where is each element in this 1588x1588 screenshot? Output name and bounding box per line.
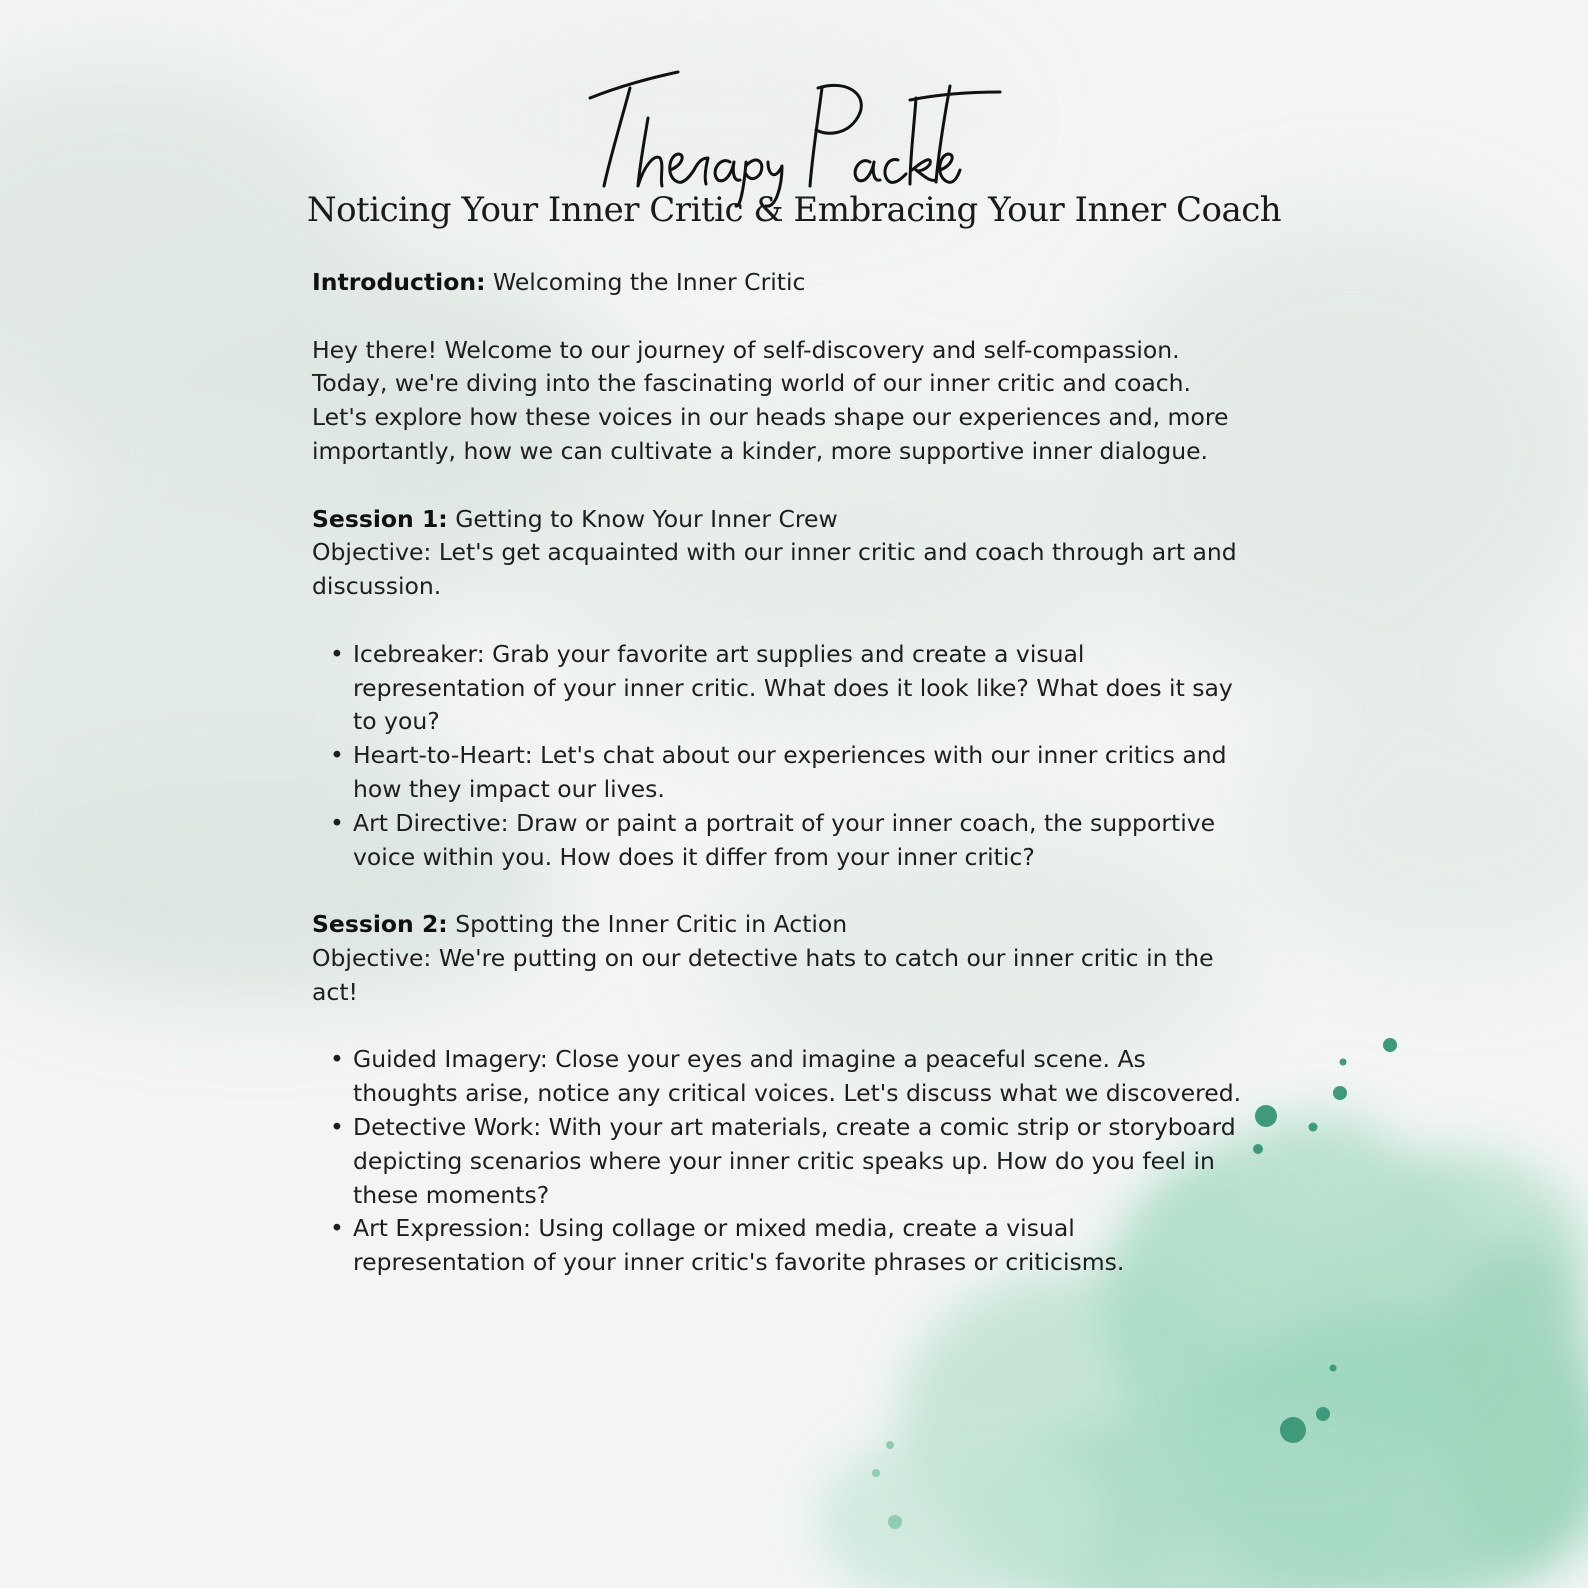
session-1-label: Session 1:: [312, 504, 448, 533]
bullet-dot-icon: •: [330, 639, 344, 668]
list-item: • Heart-to-Heart: Let's chat about our experiences with our inner critics and how they impact our lives.: [330, 741, 1227, 803]
bullet-dot-icon: •: [330, 741, 344, 770]
bullet-dot-icon: •: [330, 1214, 344, 1243]
list-item: • Guided Imagery: Close your eyes and imagine a peaceful scene. As thoughts arise, notice any critical voices. Let's discuss what we discovered.: [330, 1045, 1242, 1108]
list-item: • Art Directive: Draw or paint a portrait of your inner coach, the supportive voice within you. How does it differ from your inner critic?: [330, 808, 1216, 871]
introduction-title: Welcoming the Inner Critic: [492, 268, 806, 296]
list-item: • Art Expression: Using collage or mixed media, create a visual representation of your inner critic's favorite phrases or criticisms.: [330, 1214, 1125, 1277]
session-2-label: Session 2:: [312, 910, 448, 939]
session-1-objective: Objective: Let's get acquainted with our inner critic and coach through art and discussion.: [312, 538, 1237, 601]
session-2-objective: Objective: We're putting on our detective hats to catch our inner critic in the act!: [312, 943, 1214, 1006]
introduction-label: Introduction:: [312, 268, 486, 296]
bullet-dot-icon: •: [330, 1112, 344, 1141]
bullet-dot-icon: •: [330, 808, 344, 837]
page-subtitle: Noticing Your Inner Critic & Embracing Your Inner Coach: [306, 190, 1282, 230]
script-title-therapy-packet: [560, 58, 1020, 208]
introduction-heading: [312, 266, 1252, 300]
list-item: • Detective Work: With your art materials, create a comic strip or storyboard depicting scenarios where your inner critic speaks up. How do you feel in these moments?: [330, 1112, 1236, 1209]
list-item: • Icebreaker: Grab your favorite art supplies and create a visual representation of your inner critic. What does it look like? What does it say to you?: [330, 639, 1233, 736]
introduction-body: Hey there! Welcome to our journey of self-discovery and self-compassion. Today, we're diving into the fascinating world of our inner critic and coach. Let's explore how these voices in our heads shape our experiences and, more importantly, how we can cultivate a kinder, more supportive inner dialogue.: [312, 335, 1229, 465]
bullet-dot-icon: •: [330, 1045, 344, 1074]
session-2-list: [312, 1043, 1252, 1280]
session-1-list: [312, 638, 1252, 875]
session-2-title: Spotting the Inner Critic in Action: [455, 910, 848, 939]
session-1-title: Getting to Know Your Inner Crew: [455, 504, 838, 533]
content-body: [312, 266, 1252, 1280]
session-2-heading: [312, 908, 1252, 942]
session-1-heading: [312, 503, 1252, 537]
